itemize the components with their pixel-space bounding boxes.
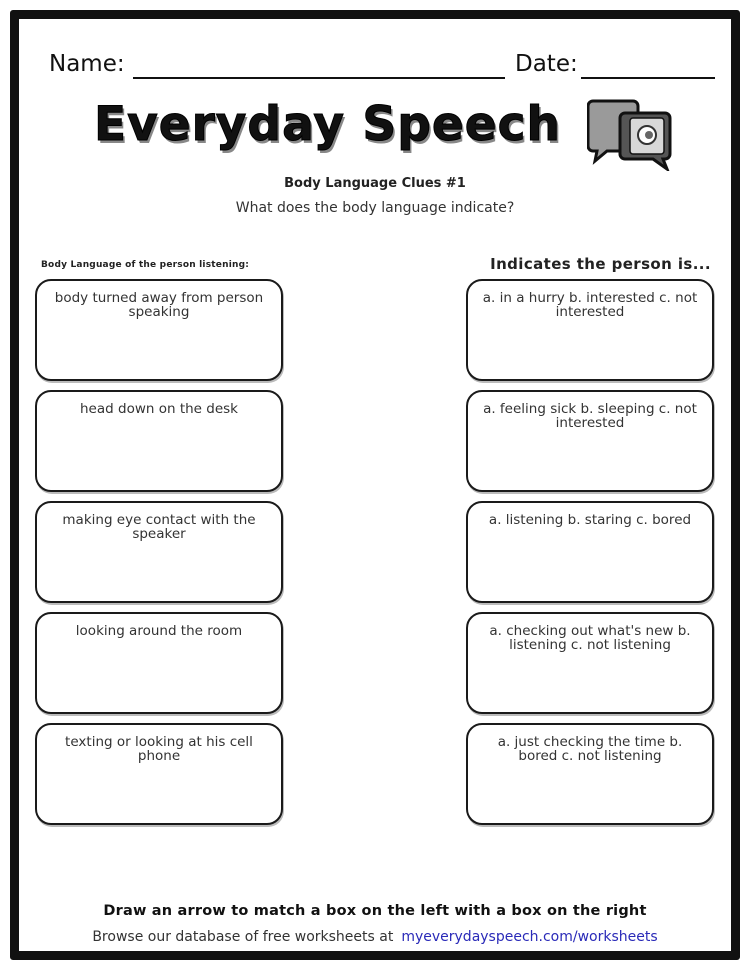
date-label: Date: bbox=[515, 51, 578, 77]
left-box-5[interactable] bbox=[35, 723, 283, 825]
left-box-text: body turned away from person speaking bbox=[54, 290, 264, 320]
left-column-heading: Body Language of the person listening: bbox=[41, 260, 250, 270]
right-box-1[interactable] bbox=[466, 279, 714, 381]
left-box-3[interactable] bbox=[35, 501, 283, 603]
left-box-1[interactable] bbox=[35, 279, 283, 381]
right-box-2[interactable] bbox=[466, 390, 714, 492]
worksheets-link[interactable]: myeverydayspeech.com/worksheets bbox=[401, 929, 658, 945]
left-box-text: texting or looking at his cell phone bbox=[65, 734, 253, 764]
footer-browse bbox=[19, 929, 731, 945]
browse-text: Browse our database of free worksheets at bbox=[92, 929, 394, 945]
name-label: Name: bbox=[49, 51, 125, 77]
left-box-text: head down on the desk bbox=[80, 401, 238, 417]
right-box-text: a. listening b. staring c. bored bbox=[488, 512, 692, 528]
right-box-text: a. just checking the time b. bored c. not listening bbox=[497, 734, 683, 764]
right-column-heading: Indicates the person is... bbox=[490, 255, 711, 273]
right-box-text: a. in a hurry b. interested c. not interested bbox=[482, 290, 698, 320]
right-box-3[interactable] bbox=[466, 501, 714, 603]
name-field-line[interactable] bbox=[133, 77, 505, 79]
worksheet-question: What does the body language indicate? bbox=[235, 200, 515, 216]
logo-text: Everyday Speech bbox=[94, 97, 561, 152]
date-field-line[interactable] bbox=[581, 77, 715, 79]
worksheet-subtitle: Body Language Clues #1 bbox=[284, 176, 466, 191]
worksheet bbox=[19, 19, 731, 951]
right-box-5[interactable] bbox=[466, 723, 714, 825]
left-box-text: making eye contact with the speaker bbox=[62, 512, 256, 542]
brand-logo bbox=[79, 97, 699, 173]
speech-bubbles-icon bbox=[587, 95, 679, 171]
right-box-text: a. checking out what's new b. listening c. not listening bbox=[489, 623, 691, 653]
name-date-row bbox=[39, 47, 719, 83]
left-box-text: looking around the room bbox=[75, 623, 243, 639]
left-box-4[interactable] bbox=[35, 612, 283, 714]
right-box-4[interactable] bbox=[466, 612, 714, 714]
right-box-text: a. feeling sick b. sleeping c. not interested bbox=[483, 401, 697, 431]
left-box-2[interactable] bbox=[35, 390, 283, 492]
worksheet-frame bbox=[10, 10, 740, 960]
footer-instruction: Draw an arrow to match a box on the left with a box on the right bbox=[103, 903, 647, 919]
